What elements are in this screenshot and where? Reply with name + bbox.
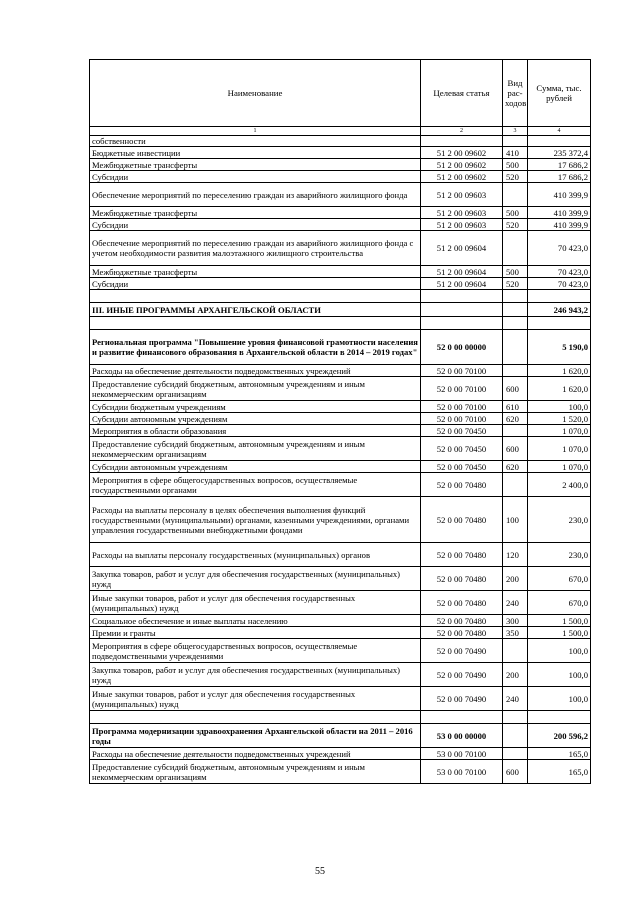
row-article: 51 2 00 09604 bbox=[421, 231, 503, 266]
header-article: Целевая статья bbox=[421, 60, 503, 127]
row-article: 52 0 00 70100 bbox=[421, 401, 503, 413]
table-row bbox=[90, 760, 591, 784]
row-name: Обеспечение мероприятий по переселению граждан из аварийного жилищного фонда с учетом необходимости развития малоэтажного жилищного строительства bbox=[90, 231, 421, 266]
row-sum: 235 372,4 bbox=[528, 147, 591, 159]
table-row bbox=[90, 687, 591, 711]
row-name: Мероприятия в области образования bbox=[90, 425, 421, 437]
table-row bbox=[90, 461, 591, 473]
page-number: 55 bbox=[315, 866, 325, 877]
row-article: 52 0 00 70480 bbox=[421, 627, 503, 639]
row-expense-type bbox=[503, 303, 528, 317]
row-sum: 165,0 bbox=[528, 748, 591, 760]
row-expense-type bbox=[503, 136, 528, 147]
row-name: Межбюджетные трансферты bbox=[90, 266, 421, 278]
row-expense-type: 620 bbox=[503, 413, 528, 425]
column-number: 2 bbox=[421, 127, 503, 136]
row-expense-type: 300 bbox=[503, 615, 528, 627]
row-article: 53 0 00 70100 bbox=[421, 760, 503, 784]
row-article: 52 0 00 70480 bbox=[421, 615, 503, 627]
row-expense-type: 240 bbox=[503, 591, 528, 615]
row-name: Расходы на выплаты персоналу в целях обеспечения выполнения функций государственными (муниципальными) органами, казенными учреждениями, органами управления государственными внебюджетными фондами bbox=[90, 497, 421, 543]
row-expense-type: 520 bbox=[503, 219, 528, 231]
row-sum: 1 070,0 bbox=[528, 437, 591, 461]
row-article: 52 0 00 70480 bbox=[421, 567, 503, 591]
row-expense-type: 600 bbox=[503, 760, 528, 784]
table-row bbox=[90, 171, 591, 183]
row-name: Мероприятия в сфере общегосударственных вопросов, осуществляемые подведомственными учреждениями bbox=[90, 639, 421, 663]
row-name: III. ИНЫЕ ПРОГРАММЫ АРХАНГЕЛЬСКОЙ ОБЛАСТИ bbox=[90, 303, 421, 317]
row-name bbox=[90, 290, 421, 303]
row-sum: 1 500,0 bbox=[528, 627, 591, 639]
row-article: 52 0 00 70490 bbox=[421, 687, 503, 711]
row-article: 52 0 00 70480 bbox=[421, 543, 503, 567]
table-row bbox=[90, 231, 591, 266]
row-sum: 70 423,0 bbox=[528, 278, 591, 290]
table-row bbox=[90, 497, 591, 543]
row-expense-type: 240 bbox=[503, 687, 528, 711]
row-article: 51 2 00 09603 bbox=[421, 219, 503, 231]
row-name: Иные закупки товаров, работ и услуг для обеспечения государственных (муниципальных) нужд bbox=[90, 591, 421, 615]
row-name: Закупка товаров, работ и услуг для обеспечения государственных (муниципальных) нужд bbox=[90, 663, 421, 687]
row-article: 51 2 00 09604 bbox=[421, 266, 503, 278]
row-name bbox=[90, 317, 421, 330]
row-sum: 670,0 bbox=[528, 567, 591, 591]
row-sum: 230,0 bbox=[528, 497, 591, 543]
table-row bbox=[90, 724, 591, 748]
row-name: Мероприятия в сфере общегосударственных вопросов, осуществляемые государственными органами bbox=[90, 473, 421, 497]
row-expense-type: 520 bbox=[503, 171, 528, 183]
row-sum: 1 520,0 bbox=[528, 413, 591, 425]
row-name: Субсидии bbox=[90, 171, 421, 183]
table-row bbox=[90, 627, 591, 639]
row-name: Предоставление субсидий бюджетным, автономным учреждениям и иным некоммерческим организациям bbox=[90, 760, 421, 784]
row-expense-type bbox=[503, 639, 528, 663]
row-article bbox=[421, 317, 503, 330]
row-sum bbox=[528, 317, 591, 330]
row-name: Межбюджетные трансферты bbox=[90, 159, 421, 171]
row-name: Закупка товаров, работ и услуг для обеспечения государственных (муниципальных) нужд bbox=[90, 567, 421, 591]
row-expense-type: 120 bbox=[503, 543, 528, 567]
row-article: 52 0 00 70100 bbox=[421, 377, 503, 401]
row-sum bbox=[528, 711, 591, 724]
row-article: 52 0 00 70480 bbox=[421, 473, 503, 497]
row-article bbox=[421, 303, 503, 317]
row-name: собственности bbox=[90, 136, 421, 147]
row-expense-type: 410 bbox=[503, 147, 528, 159]
row-sum: 1 620,0 bbox=[528, 365, 591, 377]
row-expense-type: 100 bbox=[503, 497, 528, 543]
row-article: 51 2 00 09603 bbox=[421, 207, 503, 219]
row-sum: 410 399,9 bbox=[528, 183, 591, 207]
table-row bbox=[90, 365, 591, 377]
row-expense-type: 500 bbox=[503, 159, 528, 171]
header-name: Наименование bbox=[90, 60, 421, 127]
table-row bbox=[90, 290, 591, 303]
row-sum: 70 423,0 bbox=[528, 231, 591, 266]
row-sum bbox=[528, 290, 591, 303]
row-expense-type bbox=[503, 711, 528, 724]
row-expense-type: 500 bbox=[503, 207, 528, 219]
row-sum: 670,0 bbox=[528, 591, 591, 615]
row-name: Программа модернизации здравоохранения Архангельской области на 2011 – 2016 годы bbox=[90, 724, 421, 748]
header-expense-type: Вид рас-ходов bbox=[503, 60, 528, 127]
row-name: Субсидии автономным учреждениям bbox=[90, 461, 421, 473]
row-name bbox=[90, 711, 421, 724]
row-name: Субсидии bbox=[90, 278, 421, 290]
row-article: 52 0 00 70100 bbox=[421, 413, 503, 425]
row-name: Социальное обеспечение и иные выплаты населению bbox=[90, 615, 421, 627]
table-row bbox=[90, 543, 591, 567]
row-expense-type: 620 bbox=[503, 461, 528, 473]
row-expense-type: 200 bbox=[503, 663, 528, 687]
row-expense-type bbox=[503, 473, 528, 497]
row-article: 51 2 00 09603 bbox=[421, 183, 503, 207]
row-expense-type bbox=[503, 231, 528, 266]
table-row bbox=[90, 207, 591, 219]
row-expense-type bbox=[503, 365, 528, 377]
table-row bbox=[90, 219, 591, 231]
table-header-row bbox=[90, 60, 591, 127]
row-name: Иные закупки товаров, работ и услуг для обеспечения государственных (муниципальных) нужд bbox=[90, 687, 421, 711]
row-name: Межбюджетные трансферты bbox=[90, 207, 421, 219]
table-row bbox=[90, 663, 591, 687]
row-sum: 100,0 bbox=[528, 639, 591, 663]
column-number: 1 bbox=[90, 127, 421, 136]
row-name: Расходы на обеспечение деятельности подведомственных учреждений bbox=[90, 748, 421, 760]
row-article: 51 2 00 09602 bbox=[421, 159, 503, 171]
row-article: 52 0 00 70490 bbox=[421, 663, 503, 687]
row-name: Предоставление субсидий бюджетным, автономным учреждениям и иным некоммерческим организациям bbox=[90, 377, 421, 401]
row-name: Субсидии автономным учреждениям bbox=[90, 413, 421, 425]
table-row bbox=[90, 266, 591, 278]
budget-table-container bbox=[89, 59, 590, 784]
table-row bbox=[90, 591, 591, 615]
table-row bbox=[90, 147, 591, 159]
row-sum: 410 399,9 bbox=[528, 219, 591, 231]
column-number: 4 bbox=[528, 127, 591, 136]
row-name: Субсидии бюджетным учреждениям bbox=[90, 401, 421, 413]
row-sum: 246 943,2 bbox=[528, 303, 591, 317]
row-sum bbox=[528, 136, 591, 147]
row-sum: 1 070,0 bbox=[528, 461, 591, 473]
table-row bbox=[90, 183, 591, 207]
row-name: Предоставление субсидий бюджетным, автономным учреждениям и иным некоммерческим организациям bbox=[90, 437, 421, 461]
row-sum: 1 500,0 bbox=[528, 615, 591, 627]
row-article: 52 0 00 00000 bbox=[421, 330, 503, 365]
row-expense-type bbox=[503, 317, 528, 330]
row-name: Бюджетные инвестиции bbox=[90, 147, 421, 159]
row-article bbox=[421, 711, 503, 724]
table-row bbox=[90, 278, 591, 290]
table-row bbox=[90, 413, 591, 425]
row-name: Региональная программа "Повышение уровня финансовой грамотности населения и развитие финансового образования в Архангельской области в 2014 – 2019 годах" bbox=[90, 330, 421, 365]
table-row bbox=[90, 303, 591, 317]
row-expense-type bbox=[503, 183, 528, 207]
row-expense-type bbox=[503, 425, 528, 437]
row-sum: 2 400,0 bbox=[528, 473, 591, 497]
row-expense-type: 200 bbox=[503, 567, 528, 591]
table-row bbox=[90, 377, 591, 401]
row-expense-type: 520 bbox=[503, 278, 528, 290]
row-sum: 230,0 bbox=[528, 543, 591, 567]
row-sum: 410 399,9 bbox=[528, 207, 591, 219]
row-sum: 5 190,0 bbox=[528, 330, 591, 365]
row-article: 52 0 00 70450 bbox=[421, 425, 503, 437]
row-sum: 17 686,2 bbox=[528, 159, 591, 171]
table-row bbox=[90, 615, 591, 627]
row-expense-type bbox=[503, 290, 528, 303]
table-row bbox=[90, 711, 591, 724]
row-sum: 165,0 bbox=[528, 760, 591, 784]
row-name: Расходы на обеспечение деятельности подведомственных учреждений bbox=[90, 365, 421, 377]
row-article: 51 2 00 09602 bbox=[421, 147, 503, 159]
row-article: 52 0 00 70480 bbox=[421, 591, 503, 615]
table-row bbox=[90, 317, 591, 330]
table-row bbox=[90, 425, 591, 437]
row-expense-type bbox=[503, 748, 528, 760]
row-expense-type bbox=[503, 724, 528, 748]
table-row bbox=[90, 473, 591, 497]
row-expense-type: 350 bbox=[503, 627, 528, 639]
row-sum: 70 423,0 bbox=[528, 266, 591, 278]
row-article: 52 0 00 70490 bbox=[421, 639, 503, 663]
row-expense-type: 600 bbox=[503, 437, 528, 461]
row-article: 52 0 00 70450 bbox=[421, 437, 503, 461]
row-article bbox=[421, 290, 503, 303]
row-sum: 1 620,0 bbox=[528, 377, 591, 401]
row-expense-type: 600 bbox=[503, 377, 528, 401]
row-article: 52 0 00 70480 bbox=[421, 497, 503, 543]
budget-table bbox=[89, 59, 591, 784]
row-sum: 17 686,2 bbox=[528, 171, 591, 183]
row-expense-type bbox=[503, 330, 528, 365]
row-expense-type: 500 bbox=[503, 266, 528, 278]
row-article: 51 2 00 09604 bbox=[421, 278, 503, 290]
column-number: 3 bbox=[503, 127, 528, 136]
table-row bbox=[90, 748, 591, 760]
table-row bbox=[90, 136, 591, 147]
table-row bbox=[90, 159, 591, 171]
table-row bbox=[90, 401, 591, 413]
row-name: Расходы на выплаты персоналу государственных (муниципальных) органов bbox=[90, 543, 421, 567]
column-number-row bbox=[90, 127, 591, 136]
table-row bbox=[90, 639, 591, 663]
table-row bbox=[90, 567, 591, 591]
row-sum: 100,0 bbox=[528, 401, 591, 413]
row-article bbox=[421, 136, 503, 147]
row-sum: 100,0 bbox=[528, 687, 591, 711]
row-sum: 200 596,2 bbox=[528, 724, 591, 748]
row-name: Субсидии bbox=[90, 219, 421, 231]
row-name: Обеспечение мероприятий по переселению граждан из аварийного жилищного фонда bbox=[90, 183, 421, 207]
header-sum: Сумма, тыс. рублей bbox=[528, 60, 591, 127]
table-row bbox=[90, 437, 591, 461]
row-sum: 100,0 bbox=[528, 663, 591, 687]
row-sum: 1 070,0 bbox=[528, 425, 591, 437]
row-name: Премии и гранты bbox=[90, 627, 421, 639]
table-row bbox=[90, 330, 591, 365]
row-article: 51 2 00 09602 bbox=[421, 171, 503, 183]
row-article: 52 0 00 70450 bbox=[421, 461, 503, 473]
row-article: 53 0 00 70100 bbox=[421, 748, 503, 760]
row-article: 53 0 00 00000 bbox=[421, 724, 503, 748]
row-article: 52 0 00 70100 bbox=[421, 365, 503, 377]
row-expense-type: 610 bbox=[503, 401, 528, 413]
